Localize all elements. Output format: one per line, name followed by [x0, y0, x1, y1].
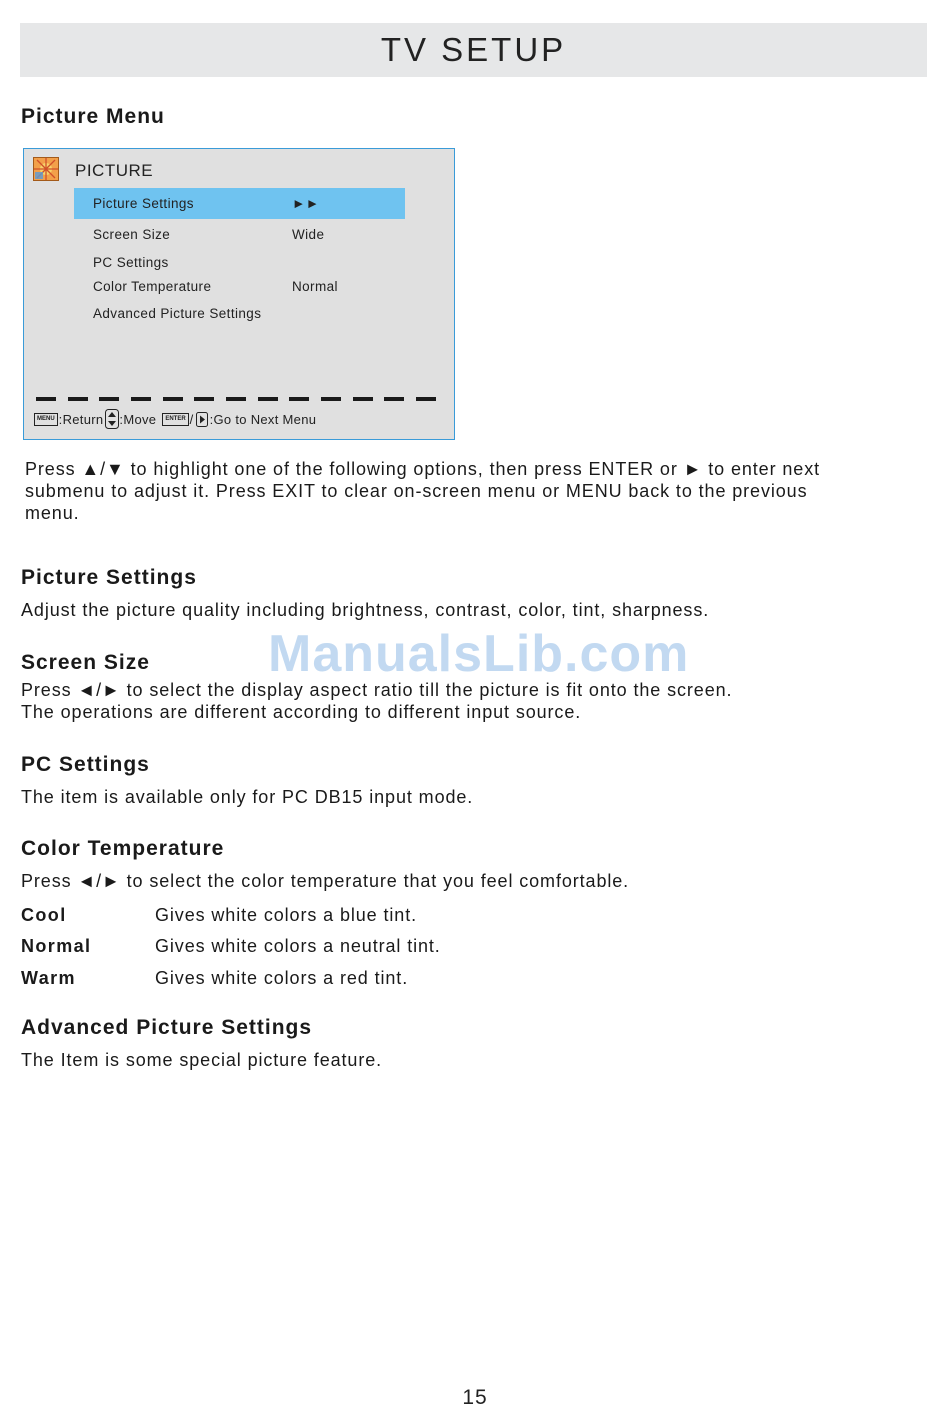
right-key-icon [196, 412, 208, 427]
next-menu-hint: :Go to Next Menu [209, 411, 317, 427]
hint-slash: / [189, 411, 194, 427]
osd-menu-screen [23, 148, 455, 440]
advanced-picture-settings-text: The Item is some special picture feature. [21, 1050, 383, 1070]
page-title: TV SETUP [380, 31, 567, 68]
osd-item-picture-settings[interactable]: Picture Settings [93, 196, 194, 211]
screen-size-text-1: Press ◄/► to select the display aspect ratio till the picture is fit onto the screen. [21, 680, 733, 700]
instructions-line-1: Press ▲/▼ to highlight one of the following options, then press ENTER or ► to enter next [25, 459, 821, 479]
menu-key-icon: MENU [34, 413, 58, 426]
osd-title: PICTURE [75, 161, 154, 180]
return-hint: :Return [58, 411, 104, 427]
page-header [20, 23, 927, 77]
move-hint: :Move [119, 411, 157, 427]
osd-item-pc-settings[interactable]: PC Settings [93, 255, 169, 270]
osd-dash-divider [36, 397, 436, 401]
instructions-line-3: menu. [25, 503, 80, 523]
screen-size-heading: Screen Size [21, 651, 150, 674]
picture-logo-icon [33, 157, 59, 181]
osd-enter-arrows: ►► [292, 196, 320, 211]
advanced-picture-settings-heading: Advanced Picture Settings [21, 1016, 313, 1039]
pc-settings-text: The item is available only for PC DB15 input mode. [21, 787, 474, 807]
osd-value-screen-size: Wide [292, 227, 325, 242]
picture-settings-heading: Picture Settings [21, 566, 197, 589]
page-number: 15 [462, 1386, 488, 1409]
osd-item-color-temperature[interactable]: Color Temperature [93, 279, 212, 294]
picture-settings-text: Adjust the picture quality including brightness, contrast, color, tint, sharpness. [21, 600, 710, 620]
osd-item-advanced-picture-settings[interactable]: Advanced Picture Settings [93, 306, 262, 321]
osd-item-screen-size[interactable]: Screen Size [93, 227, 171, 242]
instructions-line-2: submenu to adjust it. Press EXIT to clear on-screen menu or MENU back to the previous [25, 481, 808, 501]
color-temperature-text: Press ◄/► to select the color temperature that you feel comfortable. [21, 871, 630, 891]
option-desc-warm: Gives white colors a red tint. [155, 968, 409, 988]
enter-key-icon: ENTER [162, 413, 188, 426]
osd-footer-hints [34, 409, 316, 429]
color-temperature-heading: Color Temperature [21, 837, 225, 860]
option-term-cool: Cool [21, 905, 67, 925]
up-down-key-icon [105, 409, 119, 429]
option-desc-cool: Gives white colors a blue tint. [155, 905, 418, 925]
manualslib-watermark: ManualsLib.com [268, 625, 690, 683]
osd-value-color-temperature: Normal [292, 279, 338, 294]
option-term-warm: Warm [21, 968, 76, 988]
screen-size-text-2: The operations are different according to different input source. [21, 702, 582, 722]
option-desc-normal: Gives white colors a neutral tint. [155, 936, 441, 956]
option-term-normal: Normal [21, 936, 92, 956]
pc-settings-heading: PC Settings [21, 753, 150, 776]
picture-menu-heading: Picture Menu [21, 105, 165, 128]
